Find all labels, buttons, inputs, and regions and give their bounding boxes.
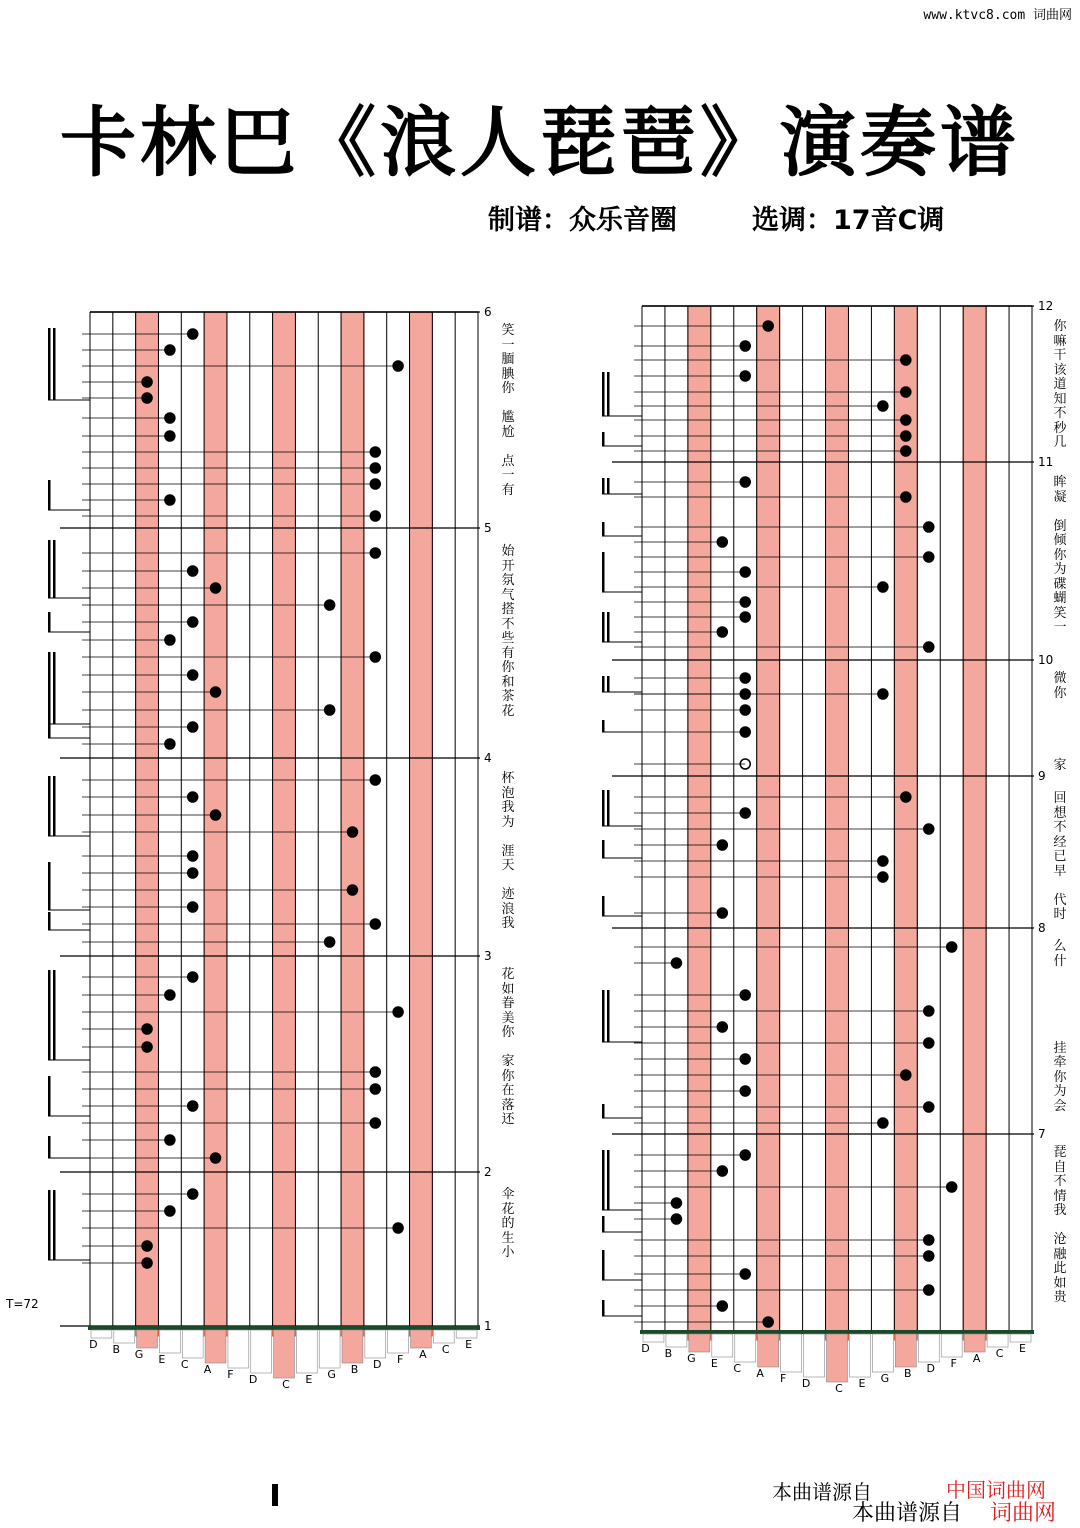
measure-number: 9 (1038, 769, 1046, 783)
lyric-char: 么 (1053, 939, 1067, 954)
tine-highlight (136, 312, 159, 1336)
lyric-char: 你 (501, 660, 515, 675)
lyric-char: 茶 (501, 689, 515, 704)
tine-key (918, 1334, 939, 1362)
tine-highlight (204, 312, 227, 1336)
measure-number: 5 (484, 521, 492, 535)
tine-key (137, 1330, 158, 1348)
cut-mark (272, 1484, 278, 1506)
lyric-char: 氛 (501, 573, 515, 588)
tine-label: D (89, 1338, 98, 1351)
lyric-char (1052, 745, 1068, 760)
lyric-char: 想 (1053, 805, 1067, 821)
tine-label: G (687, 1352, 696, 1365)
footer-site-partial: 中国词曲网 (946, 1478, 1046, 1502)
lyric-char: 涯 (501, 843, 515, 859)
lyric-char: 泡 (501, 785, 515, 801)
tine-base (88, 1326, 480, 1330)
tine-label: B (664, 1347, 673, 1360)
lyric-char: 生 (501, 1230, 515, 1246)
lyric-char: 蝴 (1053, 591, 1067, 606)
rhythm-stem (602, 1300, 605, 1316)
lyric-char: 你 (1053, 685, 1067, 701)
lyric-char: 你 (1053, 1069, 1067, 1085)
tine-highlight (688, 306, 711, 1340)
lyric-char: 气 (501, 587, 515, 603)
left-score-panel (0, 0, 540, 1400)
rhythm-stem (48, 652, 51, 724)
tempo-label: T=72 (6, 1297, 39, 1311)
rhythm-stem (607, 676, 610, 692)
lyric-char (1052, 1219, 1068, 1234)
lyric-char: 代 (1053, 892, 1067, 908)
tine-key (1010, 1334, 1031, 1342)
rhythm-stem (602, 522, 605, 536)
lyric-char: 开 (501, 558, 515, 574)
rhythm-stem (48, 1190, 51, 1260)
rhythm-stem (53, 1190, 56, 1260)
tine-key (205, 1330, 226, 1363)
lyric-char: 凝 (1053, 489, 1067, 505)
measure-number: 12 (1038, 299, 1054, 313)
tine-highlight (410, 312, 433, 1336)
lyric-char: 点 (501, 453, 515, 469)
rhythm-stem (48, 862, 51, 910)
lyric-char: 挂 (1053, 1040, 1067, 1056)
left-lyrics-col-2 (500, 545, 516, 719)
tine-key (964, 1334, 985, 1352)
measure-number: 6 (484, 305, 492, 319)
lyric-char: 有 (501, 482, 515, 498)
tine-key (689, 1334, 710, 1352)
lyric-char: 为 (1053, 1084, 1067, 1099)
lyric-char: 花 (501, 703, 515, 719)
tine-key (712, 1334, 733, 1357)
lyric-char: 你 (1053, 319, 1067, 334)
tine-highlight (757, 306, 780, 1340)
right-lyrics-col-1 (1052, 320, 1068, 451)
tine-key (872, 1334, 893, 1372)
lyric-char: 眸 (1053, 475, 1067, 490)
lyric-char: 此 (1053, 1261, 1067, 1276)
rhythm-stem (602, 478, 605, 494)
rhythm-stem (602, 990, 605, 1042)
tine-label: C (282, 1378, 290, 1391)
lyric-char: 微 (1053, 671, 1067, 686)
right-score-panel (540, 0, 1080, 1420)
lyric-char: 会 (1053, 1098, 1067, 1114)
lyric-char: 知 (1053, 391, 1067, 407)
lyric-char (1052, 505, 1068, 520)
tine-key (987, 1334, 1008, 1347)
tine-label: D (641, 1342, 650, 1355)
tine-key (388, 1330, 409, 1353)
tine-label: D (926, 1362, 936, 1375)
tine-key (941, 1334, 962, 1357)
lyric-char: 搭 (501, 602, 515, 617)
right-lyrics-col-2 (1052, 476, 1068, 636)
lyric-char: 如 (501, 981, 515, 997)
lyric-char: 我 (501, 916, 515, 931)
tine-label: A (972, 1352, 981, 1365)
page-title: 卡林巴《浪人琵琶》演奏谱 (60, 98, 1020, 187)
lyric-char: 你 (501, 1068, 515, 1084)
measure-number: 2 (484, 1165, 492, 1179)
measure-number: 8 (1038, 921, 1046, 935)
lyric-char: 该 (1053, 362, 1067, 378)
tine-key (643, 1334, 664, 1342)
tine-key (735, 1334, 756, 1362)
rhythm-stem (607, 372, 610, 416)
tine-label: C (180, 1358, 189, 1371)
tine-key (114, 1330, 135, 1343)
rhythm-stem (602, 612, 605, 642)
lyric-char: 不 (1053, 406, 1067, 421)
rhythm-stem (602, 552, 605, 592)
left-lyrics-col-5 (500, 1188, 516, 1261)
lyric-char: 不 (1053, 1174, 1067, 1189)
tine-label: C (441, 1343, 450, 1356)
lyric-char: 眷 (501, 996, 515, 1011)
tine-label: E (710, 1357, 718, 1370)
lyric-char (500, 440, 516, 455)
rhythm-stem (607, 478, 610, 494)
rhythm-stem (602, 1250, 605, 1280)
lyric-char: 迹 (501, 887, 515, 902)
lyric-char: 杯 (501, 771, 515, 786)
footer-site: 词曲网 (990, 1501, 1057, 1526)
tine-label: A (419, 1348, 427, 1361)
lyric-char (1052, 1013, 1068, 1028)
tine-key (342, 1330, 363, 1363)
tine-label: F (227, 1368, 234, 1381)
rhythm-stem (602, 1104, 605, 1118)
tine-key (411, 1330, 432, 1348)
right-lyrics-col-4 (1052, 792, 1068, 923)
tine-label: B (904, 1367, 912, 1380)
tine-key (365, 1330, 386, 1358)
lyric-char: 还 (501, 1112, 515, 1127)
lyric-char: 在 (501, 1083, 515, 1098)
tine-label: E (1019, 1342, 1027, 1355)
tine-label: C (835, 1382, 843, 1395)
tine-label: E (305, 1373, 313, 1386)
lyric-char: 倒 (1053, 518, 1067, 534)
lyric-char: 道 (1053, 377, 1067, 392)
tine-key (274, 1330, 295, 1378)
lyric-char: 琵 (1053, 1145, 1067, 1160)
tine-key (159, 1330, 180, 1353)
footer-source-partial: 本曲谱源自 (772, 1480, 872, 1504)
lyric-char: 为 (1053, 562, 1067, 577)
rhythm-stem (48, 480, 51, 510)
tine-label: A (203, 1363, 212, 1376)
tine-label: C (995, 1347, 1004, 1360)
lyric-char: 小 (501, 1245, 515, 1260)
lyric-char: 自 (1053, 1159, 1067, 1175)
tine-base (640, 1330, 1034, 1334)
lyric-char: 沧 (1053, 1232, 1067, 1247)
lyric-char: 一 (501, 468, 515, 483)
tine-highlight (341, 312, 364, 1336)
tine-highlight (894, 306, 917, 1340)
lyric-char: 牵 (1053, 1055, 1067, 1070)
rhythm-stem (602, 1150, 605, 1210)
lyric-char: 有 (501, 645, 515, 661)
tine-label: E (465, 1338, 473, 1351)
lyric-char: 不 (1053, 820, 1067, 835)
rhythm-stem (48, 1076, 51, 1116)
measure-number: 7 (1038, 1127, 1046, 1141)
rhythm-stem (602, 790, 605, 826)
tine-highlight (963, 306, 986, 1340)
tine-key (182, 1330, 203, 1358)
lyric-char: 和 (501, 674, 515, 690)
tine-label: F (396, 1353, 404, 1366)
tine-label: G (327, 1368, 336, 1381)
tine-key (827, 1334, 848, 1382)
lyric-char: 尴 (501, 410, 515, 425)
right-lyrics-col-6 (1052, 1146, 1068, 1306)
rhythm-stem (53, 970, 56, 1060)
rhythm-stem (602, 676, 605, 692)
measure-number: 3 (484, 949, 492, 963)
lyric-char: 腆 (501, 366, 515, 382)
lyric-char: 伞 (501, 1187, 515, 1202)
measure-number: 10 (1038, 653, 1054, 667)
lyric-char: 回 (1053, 791, 1067, 806)
lyric-char: 秒 (1053, 420, 1067, 436)
lyric-char: 些 (501, 631, 515, 646)
tine-key (895, 1334, 916, 1367)
lyric-char: 贵 (1053, 1290, 1067, 1305)
rhythm-stem (48, 1040, 51, 1060)
lyric-char: 腼 (501, 352, 515, 367)
tine-label: D (801, 1377, 811, 1390)
tine-key (251, 1330, 272, 1373)
tine-label: A (756, 1367, 764, 1380)
rhythm-stem (607, 1150, 610, 1210)
lyric-char: 家 (501, 1054, 515, 1069)
lyric-char (500, 397, 516, 412)
tine-label: E (858, 1377, 866, 1390)
rhythm-stem (48, 612, 51, 632)
lyric-char: 时 (1053, 907, 1067, 922)
lyric-char: 我 (1053, 1203, 1067, 1218)
right-lyrics-col-3 (1052, 672, 1068, 774)
lyric-char (1052, 701, 1068, 716)
lyric-char (500, 874, 516, 889)
rhythm-stem (602, 720, 605, 732)
tine-label: C (733, 1362, 742, 1375)
key-label: 选调：17音C调 (752, 205, 945, 236)
lyric-char: 什 (1053, 953, 1067, 969)
lyric-char: 一 (501, 337, 515, 353)
lyric-char: 落 (501, 1097, 515, 1113)
rhythm-stem (53, 776, 56, 836)
lyric-char (1052, 969, 1068, 984)
tine-label: F (950, 1357, 957, 1370)
lyric-char: 天 (501, 858, 515, 873)
lyric-char: 经 (1053, 834, 1067, 850)
lyric-char: 几 (1053, 435, 1067, 450)
rhythm-stem (602, 1216, 605, 1232)
lyric-char: 笑 (501, 323, 515, 338)
lyric-char: 倾 (1053, 533, 1067, 548)
lyric-char: 浪 (501, 901, 515, 917)
lyric-char: 为 (501, 814, 515, 830)
lyric-char: 花 (501, 967, 515, 982)
lyric-char: 家 (1053, 758, 1067, 773)
lyric-char: 融 (1053, 1246, 1067, 1262)
rhythm-stem (602, 840, 605, 858)
lyric-char: 你 (1053, 547, 1067, 563)
tine-key (91, 1330, 112, 1338)
tine-key (849, 1334, 870, 1377)
tine-label: G (880, 1372, 890, 1385)
rhythm-stem (48, 328, 51, 400)
left-score-graphic (0, 0, 540, 1400)
tine-highlight (273, 312, 296, 1336)
lyric-char (1052, 998, 1068, 1013)
tine-key (433, 1330, 454, 1343)
rhythm-stem (607, 990, 610, 1042)
lyric-char: 不 (501, 616, 515, 632)
lyric-char: 你 (501, 1025, 515, 1040)
arranger-label: 制谱：众乐音圈 (488, 205, 677, 236)
tine-key (296, 1330, 317, 1373)
tine-label: D (373, 1358, 382, 1371)
left-lyrics-col-4 (500, 968, 516, 1128)
lyric-char: 美 (501, 1010, 515, 1026)
footer-source: 本曲谱源自 (852, 1501, 963, 1526)
rhythm-stem (48, 912, 51, 930)
tine-key (319, 1330, 340, 1368)
lyric-char (500, 1041, 516, 1056)
tine-label: D (248, 1373, 258, 1386)
rhythm-stem (48, 776, 51, 836)
rhythm-stem (48, 1136, 51, 1158)
rhythm-stem (607, 790, 610, 826)
lyric-char: 我 (501, 800, 515, 815)
lyric-char (1052, 879, 1068, 894)
lyric-char: 如 (1053, 1275, 1067, 1291)
lyric-char: 情 (1053, 1188, 1067, 1204)
lyric-char: 已 (1053, 849, 1067, 864)
lyric-char: 干 (1053, 348, 1067, 363)
lyric-char: 一 (1053, 620, 1067, 635)
measure-number: 11 (1038, 455, 1054, 469)
lyric-char: 碟 (1053, 576, 1067, 592)
lyric-char: 早 (1053, 863, 1067, 879)
lyric-char: 笑 (1053, 605, 1067, 621)
tine-key (804, 1334, 825, 1377)
lyric-char: 你 (501, 381, 515, 396)
rhythm-stem (602, 372, 605, 416)
rhythm-stem (48, 540, 51, 598)
tine-label: B (350, 1363, 359, 1376)
tine-highlight (826, 306, 849, 1340)
tine-key (456, 1330, 477, 1338)
rhythm-stem (48, 720, 51, 738)
measure-number: 4 (484, 751, 492, 765)
tine-label: B (112, 1343, 121, 1356)
lyric-char: 花 (501, 1201, 515, 1217)
lyric-char (1052, 716, 1068, 731)
tine-label: F (779, 1372, 787, 1385)
rhythm-stem (602, 432, 605, 446)
tine-label: G (134, 1348, 144, 1361)
measure-number: 1 (484, 1319, 492, 1333)
watermark-text: www.ktvc8.com 词曲网 (923, 8, 1072, 23)
right-score-graphic (540, 0, 1080, 1420)
lyric-char: 始 (501, 544, 515, 559)
rhythm-stem (607, 612, 610, 642)
tine-key (758, 1334, 779, 1367)
lyric-char (1052, 730, 1068, 745)
rhythm-stem (53, 540, 56, 598)
lyric-char: 嘛 (1053, 333, 1067, 349)
lyric-char (1052, 984, 1068, 999)
rhythm-stem (53, 328, 56, 400)
left-lyrics-col-1 (500, 324, 516, 498)
lyric-char: 的 (501, 1216, 515, 1231)
lyric-char (500, 830, 516, 845)
tine-key (228, 1330, 249, 1368)
tine-key (781, 1334, 802, 1372)
tine-label: E (158, 1353, 166, 1366)
tine-key (666, 1334, 687, 1347)
lyric-char (1052, 1027, 1068, 1042)
rhythm-stem (53, 652, 56, 724)
left-lyrics-col-3 (500, 772, 516, 932)
right-lyrics-col-5 (1052, 940, 1068, 1114)
lyric-char: 尬 (501, 424, 515, 440)
rhythm-stem (602, 896, 605, 916)
